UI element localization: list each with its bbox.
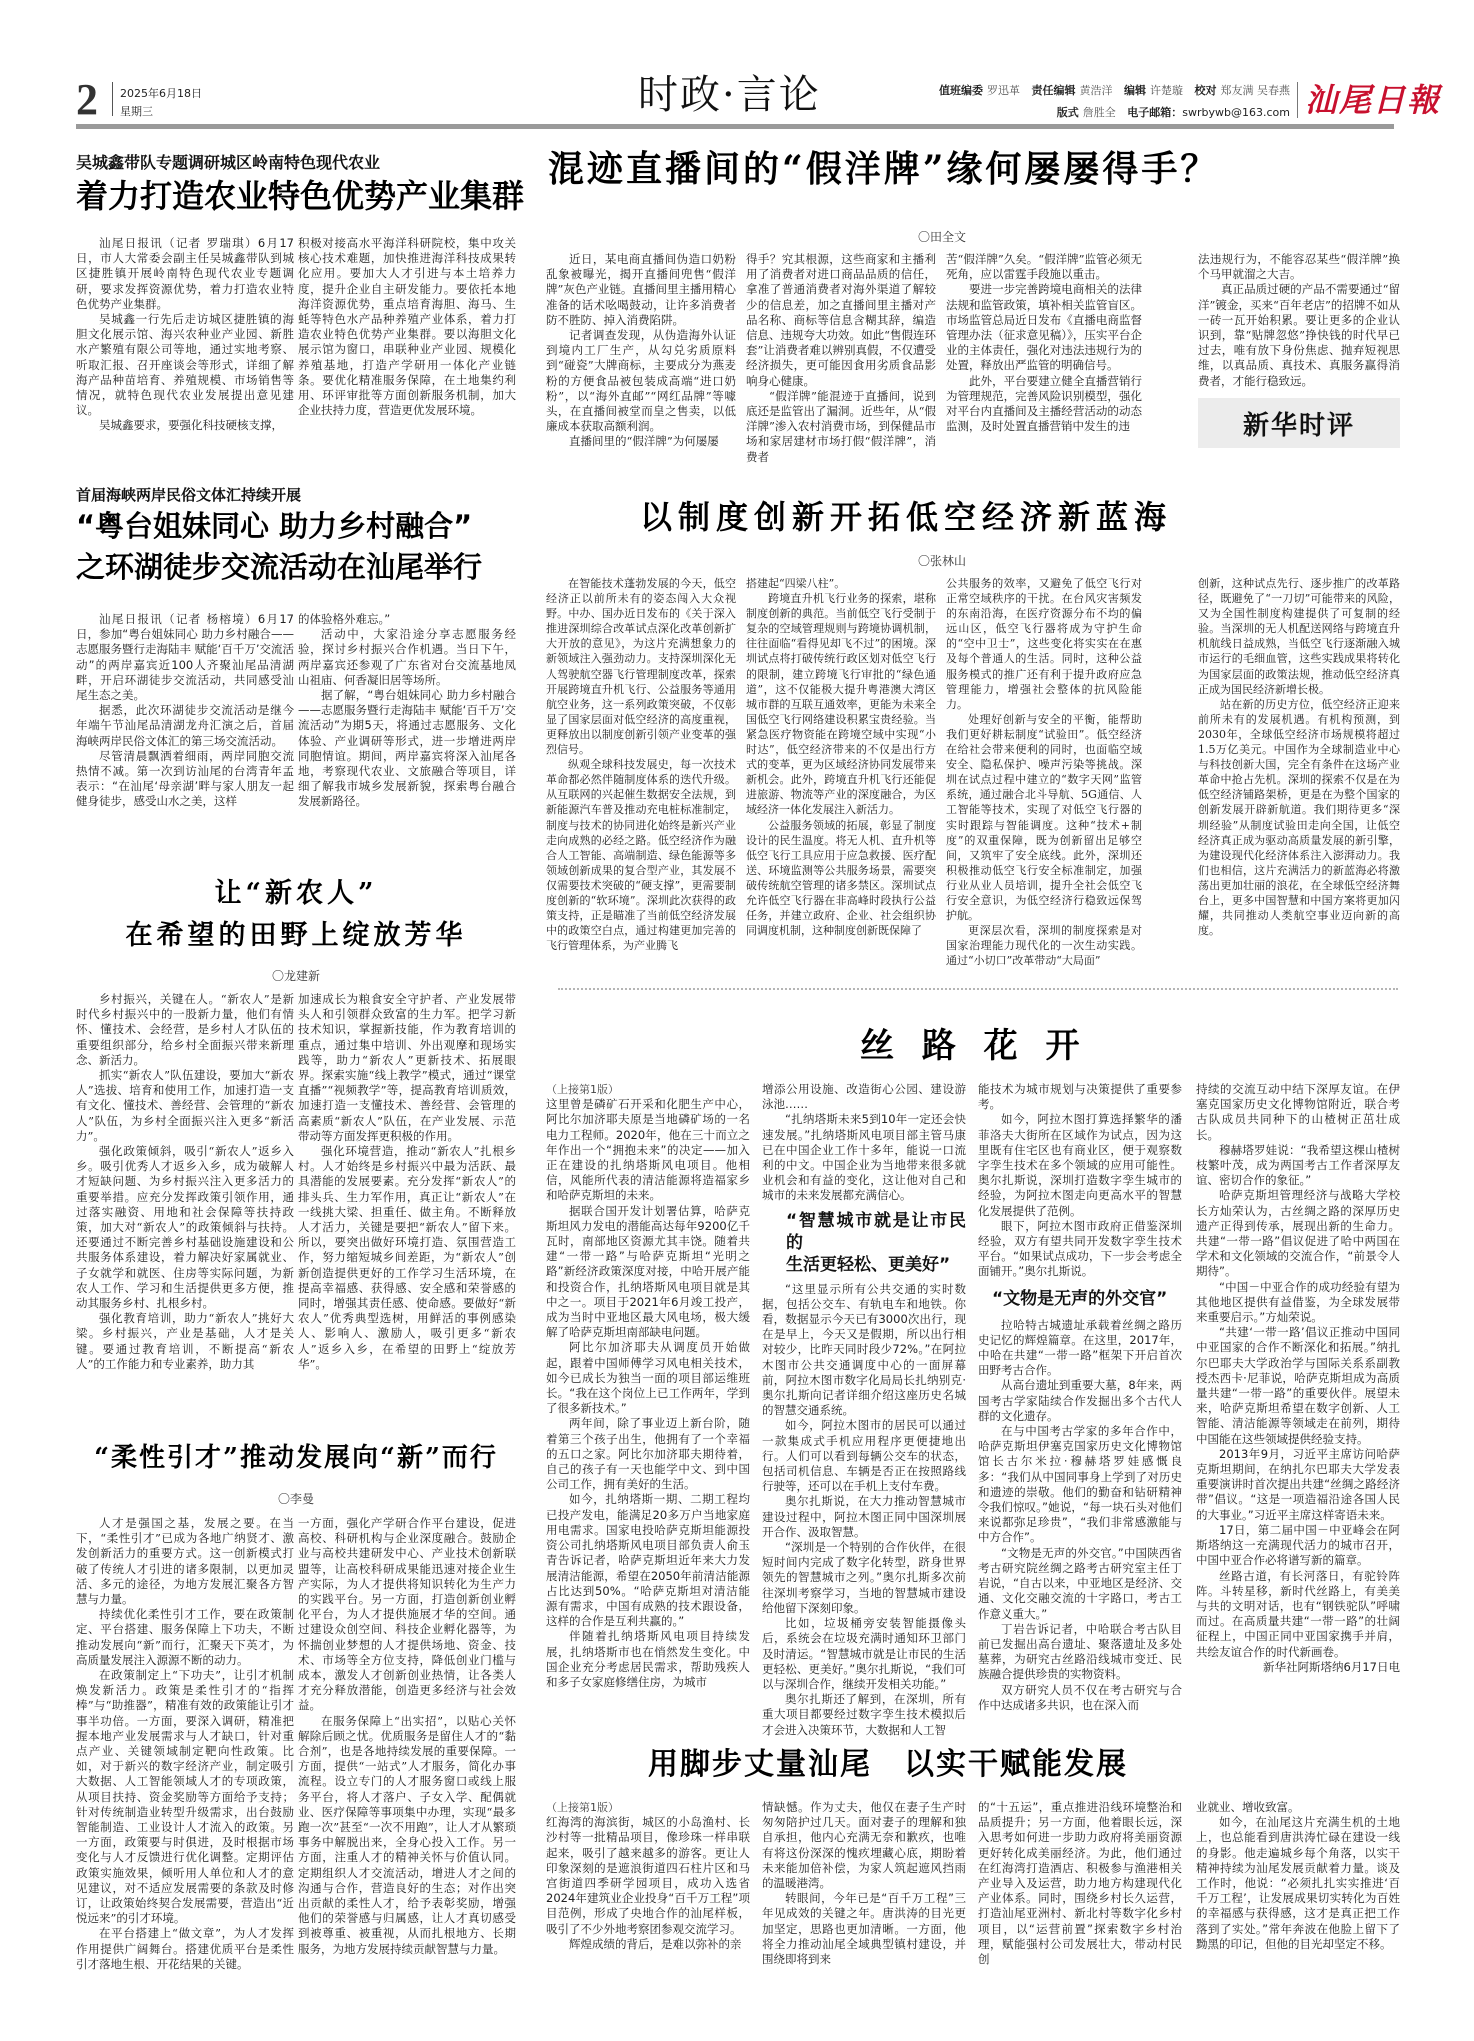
article-body-col	[946, 576, 1142, 968]
paragraph: “文物是无声的外交官。”中国陕西省考古研究院丝绸之路考古研究室主任丁岩说，“自古以来，中亚地区是经济、交通、文化交融交流的十字路口，考古工作意义重大。”	[978, 1545, 1182, 1621]
paragraph: 在平台搭建上“做文章”，为人才发挥作用提供广阔舞台。搭建优质平台是柔性引才落地生根、开花结果的关键。	[76, 1926, 294, 1971]
section-title: 时政·言论	[638, 72, 821, 118]
paragraph: 创新，这种试点先行、逐步推广的改革路径，既避免了“一刀切”可能带来的风险，又为全国性制度构建提供了可复制的经验。当深圳的无人机配送网络与跨境直升机航线日益成熟，当低空飞行逐渐融入城市运行的毛细血管，这些实践成果将转化为国家层面的政策法规，推动低空经济真正成为国民经济新增长极。	[1198, 577, 1400, 696]
article-byline: 〇张林山	[918, 554, 967, 568]
paragraph: 法违规行为，不能容忍某些“假洋牌”换个马甲就溜之大吉。	[1198, 252, 1400, 282]
editorial-credits	[870, 80, 1290, 124]
paragraph: 真正品质过硬的产品不需要通过“留洋”镀金，买来“百年老店”的招牌不如从一砖一瓦开始积累。要让更多的企业认识到，靠“贴牌忽悠”挣快钱的时代早已过去，唯有放下身份焦虑、抛弃短视思维，以真品质、真技术、真服务赢得消费者，才能行稳致远。	[1198, 282, 1400, 388]
paragraph: 17日，第二届中国－中亚峰会在阿斯塔纳这一充满现代活力的城市召开，中国中亚合作必将谱写新的篇章。	[1196, 1522, 1400, 1568]
paragraph: 从高台遗址到重要大墓，8年来，两国考古学家陆续合作发掘出多个古代人群的文化遗存。	[978, 1378, 1182, 1423]
paragraph: 的体验格外难忘。”	[298, 612, 391, 626]
paragraph: 纵观全球科技发展史，每一次技术革命都必然伴随制度体系的迭代升级。从互联网的兴起催生数据安全法规，到新能源汽车普及推动充电桩标准制定，制度与技术的协同进化始终是新兴产业走向成熟的必经之路。低空经济作为融合人工智能、高端制造、绿色能源等多领域创新成果的复合型产业，其发展不仅需要技术突破的“硬支撑”，更需要制度创新的“软环境”。深圳此次获得的政策支持，正是瞄准了当前低空经济发展中的政策空白点，通过构建更加完善的飞行管理体系，为产业腾飞	[546, 758, 736, 953]
paragraph: 如今，阿拉木图市的居民可以通过一款集成式手机应用程序更便捷地出行。人们可以看到每辆公交车的状态，包括司机信息、车辆是否正在按照路线行驶等，还可以在手机上支付车费。	[762, 1418, 966, 1494]
paragraph: 在智能技术蓬勃发展的今天，低空经济正以前所未有的姿态闯入大众视野。中办、国办近日发布的《关于深入推进深圳综合改革试点深化改革创新扩大开放的意见》，为这片充满想象力的新领域注入强劲动力。支持深圳深化无人驾驶航空器飞行管理制度改革，探索开展跨境直升机飞行、公益服务等通用航空业务，这一系列政策突破，不仅彰显了国家层面对低空经济的高度重视，更释放出以制度创新引领产业变革的强烈信号。	[546, 577, 736, 757]
subhead-line: “智慧城市就是让市民的	[786, 1210, 966, 1253]
credit-role: 版式	[1056, 106, 1079, 119]
paragraph: 跨境直升机飞行业务的探索，堪称制度创新的典范。当前低空飞行受制于复杂的空域管理规则与跨境协调机制，往往面临“看得见却飞不过”的困境。深圳试点将打破传统行政区划对低空飞行的限制，建立跨境飞行审批的“绿色通道”，这不仅能极大提升粤港澳大湾区城市群的互联互通效率，更能为未来全国低空飞行网络建设积累宝贵经验。当紧急医疗物资能在跨境空域中实现“小时达”，低空经济带来的不仅是出行方式的变革，更为区域经济协同发展带来新机会。此外，跨境直升机飞行还能促进旅游、物流等产业的深度融合，为区域经济一体化发展注入新活力。	[746, 592, 936, 817]
paragraph: 直播间里的“假洋牌”为何屡屡	[569, 434, 719, 449]
article-kicker: 首届海峡两岸民俗文体汇持续开展	[76, 486, 302, 504]
article-body-col	[76, 612, 294, 810]
paragraph: “共建‘一带一路’倡议正推动中国同中亚国家的合作不断深化和拓展。”纳扎尔巴耶夫大学政治学与国际关系系副教授杰西卡·尼菲说，哈萨克斯坦成为高质量共建“一带一路”的重要伙伴。展望未来，哈萨克斯坦希望在数字创新、人工智能、清洁能源等领域走在前列，期待中国能在这些领域提供经验支持。	[1196, 1325, 1400, 1446]
paragraph: 双方研究人员不仅在考古研究与合作中达成诸多共识，也在深入而	[978, 1682, 1182, 1712]
section-divider-dotted	[558, 988, 1398, 990]
article-body-col	[76, 236, 294, 434]
article-headline-line1: 让“新农人”	[214, 878, 378, 909]
paragraph: 尽管清晨飘洒着细雨，两岸同胞交流热情不减。第一次到访汕尾的台湾青年孟表示：“在汕尾‘母亲湖’畔与家人朋友一起健身徒步，感受山水之美，这样	[76, 748, 294, 809]
article-body-col	[1198, 252, 1400, 389]
paragraph: 奥尔扎斯还了解到，在深圳，所有重大项目都要经过数字孪生技术模拟后才会进入决策环节，大数据和人工智	[762, 1692, 966, 1737]
paragraph: 的“十五运”，重点推进沿线环境整治和品质提升；另一方面，他着眼长远，深入思考如何进一步助力政府将美丽资源更好转化成美丽经济。为此，他们通过在红海湾打造酒店、积极参与渔港相关产业导入及运营，助力地方构建现代化产业体系。同时，围绕乡村长久运营，打造汕尾亚洲村、新北村等数字化乡村项目，以“运营前置”探索数字乡村治理，赋能强村公司发展壮大，带动村民创	[978, 1800, 1182, 1967]
paragraph: 记者调查发现，从伪造海外认证到境内工厂生产，从勾兑劣质原料到“碰瓷”大牌商标，主要成分为燕麦粉的方便食品被包装成高端“进口奶粉”，以“海外直邮”“网红品牌”等噱头，在直播间被堂而皇之售卖，以低廉成本获取高额利润。	[546, 328, 736, 434]
issue-date: 2025年6月18日	[120, 87, 202, 100]
paragraph: 搭建起“四梁八柱”。	[746, 577, 846, 590]
paragraph: 伴随着扎纳塔斯风电项目持续发展，扎纳塔斯市也在悄然发生变化。中国企业充分考虑居民需求，帮助残疾人和多子女家庭修缮住房，为城市	[546, 1629, 750, 1689]
article-body-col	[1198, 576, 1400, 938]
paragraph: 业就业、增收致富。	[1196, 1800, 1300, 1814]
article-body-col	[1196, 1800, 1400, 1952]
article-subhead	[786, 1210, 966, 1276]
paragraph: 这里曾是磷矿石开采和化肥生产中心，阿比尔加济耶夫原是当地磷矿场的一名电力工程师。2020年，他在三十而立之年作出一个“拥抱未来”的决定——加入正在建设的扎纳塔斯风电项目。他相信，风能所代表的清洁能源将造福家乡和哈萨克斯坦的未来。	[546, 1097, 750, 1203]
article-body-col	[978, 1082, 1182, 1713]
paragraph: 丝路古道，有长河落日，有驼铃阵阵。斗转星移，新时代丝路上，有美美与共的文明对话，也有“钢铁驼队”呼啸而过。在高质量共建“一带一路”的壮阔征程上，中国正同中亚国家携手并肩，共绘友谊合作的时代新画卷。	[1196, 1568, 1400, 1659]
paragraph: 奥尔扎斯说，在大力推动智慧城市建设过程中，阿拉木图正同中国深圳展开合作、汲取智慧。	[762, 1494, 966, 1539]
paragraph: 一方面，强化产学研合作平台建设，促进高校、科研机构与企业深度融合。鼓励企业与高校共建研发中心、产业技术创新联盟等，让高校科研成果能迅速对接企业生产实际，为人才提供将知识转化为生产力的实践平台。另一方面，打造创新创业孵化平台，为人才提供施展才华的空间。通过建设众创空间、科技企业孵化器等，为怀揣创业梦想的人才提供场地、资金、技术、市场等全方位支持，降低创业门槛与成本，激发人才创新创业热情，让各类人才充分释放潜能，创造更多经济与社会效益。	[298, 1516, 516, 1713]
paragraph: 穆赫塔罗娃说：“我希望这棵山楂树枝繁叶茂，成为两国考古工作者深厚友谊、密切合作的象征。”	[1196, 1142, 1400, 1188]
credit-role: 校对	[1194, 84, 1217, 97]
xinhua-commentary-badge: 新华时评	[1198, 398, 1400, 448]
newspaper-logo: 汕尾日報	[1305, 81, 1442, 119]
paragraph: 强化环境营造，推动“新农人”扎根乡村。人才始终是乡村振兴中最为活跃、最具潜能的发展要素。充分发挥“新农人”的排头兵、生力军作用，真正让“新农人”在一线挑大梁、担重任、做主角。不断释放人才活力，关键是要把“新农人”留下来。所以，要突出做好环境打造、氛围营造工作，努力缩短城乡间差距，为“新农人”创新创造提供更好的工作学习生活环境，在提高幸福感、获得感、安全感和荣誉感的同时，增强其责任感、使命感。要做好“新农人”优秀典型选树，用鲜活的事例感染人、影响人、激励人，吸引更多“新农人”返乡入乡，在希望的田野上“绽放芳华”。	[298, 1144, 516, 1371]
paragraph: 如今，扎纳塔斯一期、二期工程均已投产发电，能满足20多万户当地家庭用电需求。国家电投哈萨克斯坦能源投资公司扎纳塔斯风电项目部负责人俞玉青告诉记者，哈萨克斯坦近年来大力发展清洁能源，希望在2050年前清洁能源占比达到50%。“哈萨克斯坦对清洁能源有需求，中国有成熟的技术跟设备，这样的合作是互利共赢的。”	[546, 1492, 750, 1629]
paragraph: 转眼间，今年已是“百千万工程”三年见成效的关键之年。唐洪涛的目光更加坚定，思路也更加清晰。一方面，他将全力推动汕尾全域典型镇村建设，并围绕即将到来	[762, 1891, 966, 1967]
paragraph: 此外，平台要建立健全直播营销行为管理规范，完善风险识别模型，强化对平台内直播间及主播经营活动的动态监测，及时处置直播营销中发生的违	[946, 373, 1142, 434]
paragraph: 在与中国考古学家的多年合作中，哈萨克斯坦伊塞克国家历史文化博物馆馆长古尔米拉·穆赫塔罗娃感慨良多：“我们从中国同事身上学到了对历史和遗迹的崇敬。他们的勤奋和钻研精神令我们惊叹。”她说，“每一块石头对他们来说都弥足珍贵”，“我们非常感激能与中方合作”。	[978, 1424, 1182, 1545]
article-body-col	[298, 1516, 516, 1957]
article-headline: 混迹直播间的“假洋牌”缘何屡屡得手？	[548, 148, 1220, 190]
article-headline: 以制度创新开拓低空经济新蓝海	[640, 498, 1173, 536]
article-body-col	[298, 992, 516, 1372]
paragraph: 汕尾日报讯（记者 杨榕境）6月17日，参加“粤台姐妹同心 助力乡村融合——志愿服务暨行走海陆丰 赋能‘百千万’交流活动”的两岸嘉宾近100人齐聚汕尾品清湖畔，开启环湖徒步交流活动，共同感受汕尾生态之美。	[76, 612, 294, 703]
paragraph: 增添公用设施、改造街心公园、建设游泳池……	[762, 1082, 966, 1112]
paragraph: 加速成长为粮食安全守护者、产业发展带头人和引领群众致富的生力军。把学习新技术知识，掌握新技能，作为教育培训的重点，通过集中培训、外出观摩和现场实践等，助力“新农人”更新技术、拓展眼界。探索实施“线上教学”模式，通过“课堂直播”“视频教学”等，提高教育培训质效，加速打造一支懂技术、善经营、会管理的高素质“新农人”队伍，在产业发展、示范带动等方面发挥更积极的作用。	[298, 992, 516, 1143]
paragraph: 丁岩告诉记者，中哈联合考古队目前已发掘出高台遗址、聚落遗址及多处墓葬，为研究古丝路沿线城市变迁、民族融合提供珍贵的实物资料。	[978, 1621, 1182, 1682]
article-body-col	[762, 1800, 966, 1967]
masthead-divider	[1297, 82, 1298, 118]
article-headline-line2: 之环湖徒步交流活动在汕尾举行	[76, 550, 483, 584]
paragraph: 在服务保障上“出实招”，以贴心关怀解除后顾之忧。优质服务是留住人才的“黏合剂”，也是各地持续发展的重要保障。一方面，提供“一站式”人才服务，简化办事流程。设立专门的人才服务窗口或线上服务平台，将人才落户、子女入学、配偶就业、医疗保障等事项集中办理，实现“最多跑一次”甚至“一次不用跑”，让人才从繁琐事务中解脱出来，全身心投入工作。另一方面，注重人才的精神关怀与价值认同。定期组织人才交流活动，增进人才之间的沟通与合作，营造良好的生态；对作出突出贡献的柔性人才，给予表彰奖励，增强他们的荣誉感与归属感，让人才真切感受到被尊重、被重视，从而扎根地方、长期服务，为地方发展持续贡献智慧与力量。	[298, 1713, 516, 1956]
paragraph: 积极对接高水平海洋科研院校，集中攻关核心技术难题，加快推进海洋科技成果转化应用。要加大人才引进与本土培养力度，提升企业自主研发能力。要依托本地海洋资源优势，重点培育海胆、海马、生蚝等特色水产品种养殖产业体系，着力打造农业特色优势产业集群。要以海胆文化展示馆为窗口，串联种业产业园、规模化养殖基地，打造产学研用一体化产业链条。要优化精准服务保障，在土地集约利用、环评审批等方面创新服务机制，加大企业扶持力度，营造更优发展环境。	[298, 236, 516, 418]
paragraph: 近日，某电商直播间伪造口奶粉乱象被曝光，揭开直播间兜售“假洋牌”灰色产业链。直播间里主播用精心准备的话术吆喝鼓动，让许多消费者防不胜防、掉入消费陷阱。	[546, 252, 736, 327]
paragraph: 持续的交流互动中结下深厚友谊。在伊塞克国家历史文化博物馆附近，联合考古队成员共同种下的山楂树正茁壮成长。	[1196, 1082, 1400, 1142]
article-byline: 〇田全文	[918, 230, 967, 244]
paragraph: 更深层次看，深圳的制度探索是对国家治理能力现代化的一次生动实践。通过“小切口”改革带动“大局面”	[946, 924, 1142, 968]
paragraph: 哈萨克斯坦管理经济与战略大学校长方灿荣认为，古丝绸之路的深厚历史遗产正得到传承，展现出新的生命力。共建“一带一路”倡议促进了哈中两国在学术和文化领域的交流合作，“前景令人期待”。	[1196, 1188, 1400, 1279]
credit-name: 罗迅革	[987, 84, 1020, 97]
paragraph: 辉煌成绩的背后，是难以弥补的亲	[569, 1936, 742, 1951]
paragraph: 据联合国开发计划署估算，哈萨克斯坦风力发电的潜能高达每年9200亿千瓦时，南部地区资源尤其丰饶。随着共建“一带一路”与哈萨克斯坦“光明之路”新经济政策深度对接，中哈开展产能和投资合作，扎纳塔斯风电项目就是其中之一。项目于2021年6月竣工投产，成为当时中亚地区最大风电场，极大缓解了哈萨克斯坦南部缺电问题。	[546, 1203, 750, 1340]
credit-name: 许楚璇	[1150, 84, 1183, 97]
credit-role: 责任编辑	[1031, 84, 1076, 97]
article-headline: 用脚步丈量汕尾 以实干赋能发展	[648, 1747, 1128, 1782]
article-headline: “柔性引才”推动发展向“新”而行	[94, 1443, 498, 1473]
subhead-line: 生活更轻松、更美好”	[786, 1254, 951, 1275]
continued-note: （上接第1版）	[546, 1083, 619, 1096]
paragraph: “扎纳塔斯未来5到10年一定还会快速发展。”扎纳塔斯风电项目部主管马康已在中国企业工作十多年，能说一口流利的中文。中国企业为当地带来很多就业机会和有益的变化，这让他对自己和城市的未来发展都充满信心。	[762, 1112, 966, 1203]
paragraph: 要进一步完善跨境电商相关的法律法规和监管政策，填补相关监管盲区。市场监管总局近日发布《直播电商监督管理办法（征求意见稿）》，压实平台企业的主体责任，强化对违法违规行为的处置，释放出严监管的明确信号。	[946, 282, 1142, 373]
paragraph: 得手？究其根源，这些商家和主播利用了消费者对进口商品品质的信任，拿准了普通消费者对海外渠道了解较少的信息差，加之直播间里主播对产品名称、商标等信息含糊其辞，编造信息、违规夸大功效。如此“售假连环套”让消费者难以辨别真假，不仅遭受经济损失，更可能因食用劣质食品影响身心健康。	[746, 252, 936, 388]
issue-weekday: 星期三	[120, 105, 153, 118]
paragraph: 2013年9月，习近平主席访问哈萨克斯坦期间，在纳扎尔巴耶夫大学发表重要演讲时首次提出共建“丝绸之路经济带”倡议。“这是一项造福沿途各国人民的大事业。”习近平主席这样寄语未来。	[1196, 1446, 1400, 1522]
article-body-col	[978, 1800, 1182, 1967]
masthead-rule	[76, 124, 1394, 129]
masthead-divider	[112, 82, 113, 116]
paragraph: “中国－中亚合作的成功经验有望为其他地区提供有益借鉴，为全球发展带来重要启示。”方灿荣说。	[1196, 1279, 1400, 1325]
article-kicker: 吴城鑫带队专题调研城区岭南特色现代农业	[76, 153, 381, 172]
paragraph: 汕尾日报讯（记者 罗瑞琪）6月17日，市人大常委会副主任吴城鑫带队到城区捷胜镇开展岭南特色现代农业专题调研，要求发挥资源优势，着力打造农业特色优势产业集群。	[76, 236, 294, 311]
credit-name: 郑友满 吴春燕	[1220, 84, 1290, 97]
article-body-col	[546, 576, 736, 953]
article-body-col	[546, 1800, 750, 1952]
paragraph: 如今，在汕尾这片充满生机的土地上，也总能看到唐洪涛忙碌在建设一线的身影。他走遍城乡每个角落，以实干精神持续为汕尾发展贡献着力量。谈及工作时，他说：“必须扎扎实实推进‘百千万工程’，让发展成果切实转化为百姓的幸福感与获得感，这才是真正把工作落到了实处。”常年奔波在他脸上留下了黝黑的印记，但他的目光却坚定不移。	[1196, 1815, 1400, 1951]
paragraph: 吴城鑫要求，要强化科技硬核支撑，	[99, 418, 283, 433]
article-body-col	[546, 1082, 750, 1690]
paragraph: 活动中，大家沿途分享志愿服务经验，探讨乡村振兴合作机遇。当日下午，两岸嘉宾还参观了广东省对台交流基地凤山祖庙、何香凝旧居等场所。	[298, 627, 516, 687]
issue-date-block	[120, 85, 202, 121]
paragraph: 据悉，此次环湖徒步交流活动是继今年端午节汕尾品清湖龙舟汇演之后，首届海峡两岸民俗文体汇的第三场交流活动。	[76, 703, 294, 748]
article-body-col	[298, 612, 516, 810]
article-body-col	[746, 252, 936, 465]
paragraph: “深圳是一个特别的合作伙伴，在很短时间内完成了数字化转型，跻身世界领先的智慧城市之列。”奥尔扎斯多次前往深圳考察学习，当地的智慧城市建设给他留下深刻印象。	[762, 1540, 966, 1615]
article-byline: 〇龙建新	[271, 969, 320, 983]
paragraph: 吴城鑫一行先后走访城区捷胜镇的海胆文化展示馆、海兴农种业产业园、新胜水产繁殖有限公司等地，通过实地考察、听取汇报、召开座谈会等形式，详细了解海产品种苗培育、养殖规模、市场销售等情况，就特色现代农业发展提出意见建议。	[76, 312, 294, 418]
article-body-col	[762, 1082, 966, 1738]
paragraph: 能技术为城市规划与决策提供了重要参考。	[978, 1082, 1182, 1112]
paragraph: 情缺憾。作为丈夫，他仅在妻子生产时匆匆陪护过几天。面对妻子的理解和独自承担，他内心充满无奈和歉疚，也唯有将这份深深的愧疚埋藏心底，期盼着未来能加倍补偿，为家人筑起遮风挡雨的温暖港湾。	[762, 1800, 966, 1891]
paragraph: 站在新的历史方位，低空经济正迎来前所未有的发展机遇。有机构预测，到2030年，全球低空经济市场规模将超过1.5万亿美元。中国作为全球制造业中心与科技创新大国，完全有条件在这场产业革命中抢占先机。深圳的探索不仅是在为低空经济铺路架桥，更是在为整个国家的创新发展开辟新航道。我们期待更多“深圳经验”从制度试验田走向全国，让低空经济真正成为驱动高质量发展的新引擎，为建设现代化经济体系注入澎湃动力。我们也相信，这片充满活力的新蓝海必将激荡出更加壮丽的浪花，在全球低空经济舞台上，更多中国智慧和中国方案将更加闪耀，共同推动人类航空事业迈向新的高度。	[1198, 697, 1400, 938]
article-body-col	[546, 252, 736, 450]
paragraph: 抓实“新农人”队伍建设，要加大“新农人”选拔、培育和使用工作，加速打造一支有文化、懂技术、善经营、会管理的“新农人”队伍，为乡村全面振兴注入更多“新活力”。	[76, 1068, 294, 1143]
paragraph: 处理好创新与安全的平衡，能帮助我们更好耕耘制度“试验田”。低空经济在给社会带来便利的同时，也面临空域安全、隐私保护、噪声污染等挑战。深圳在试点过程中建立的“数字天网”监管系统，通过融合北斗导航、5G通信、人工智能等技术，实现了对低空飞行器的实时跟踪与智能调度。这种“技术+制度”的双重保障，既为创新留出足够空间，又筑牢了安全底线。此外，深圳还积极推动低空飞行安全标准制定，加强行业从业人员培训，提升全社会低空飞行安全意识，为低空经济行稳致远保驾护航。	[946, 712, 1142, 923]
paragraph: 如今，阿拉木图打算选择繁华的潘菲洛夫大街所在区域作为试点，因为这里既有住宅区也有商业区，便于观察数字孪生技术在多个领域的应用可能性。奥尔扎斯说，深圳打造数字孪生城市的经验，为阿拉木图走向更高水平的智慧化发展提供了范例。	[978, 1112, 1182, 1218]
credit-name: 黄浩洋	[1079, 84, 1113, 97]
article-body-col	[946, 252, 1142, 434]
paragraph: 拉哈特古城遗址承载着丝绸之路历史记忆的辉煌篇章。在这里，2017年，中哈在共建“一带一路”框架下开启首次田野考古合作。	[978, 1317, 1182, 1378]
paragraph: 公益服务领域的拓展，彰显了制度设计的民生温度。将无人机、直升机等低空飞行工具应用于应急救援、医疗配送、环境监测等公共服务场景，需要突破传统航空管理的诸多禁区。深圳试点允许低空飞行器在非高峰时段执行公益任务，并建立政府、企业、社会组织协同调度机制，这种制度创新既保障了	[746, 818, 936, 938]
paragraph: 红海湾的海滨街，城区的小岛渔村、长沙村等一批精品项目，像珍珠一样串联起来，吸引了越来越多的游客。更让人印象深刻的是遮浪街道四石柱片区和马宫街道四季研学园项目，成功入选省2024年建筑业企业投身“百千万工程”项目范例，形成了央地合作的汕尾样板，吸引了不少外地考察团参观交流学习。	[546, 1815, 750, 1936]
article-body-col	[76, 992, 294, 1372]
article-subhead: “文物是无声的外交官”	[992, 1288, 1168, 1309]
credit-role: 编辑	[1124, 84, 1146, 97]
editor-email[interactable]: swrbywb@163.com	[1182, 106, 1290, 119]
paragraph: “假洋牌”能混迹于直播间，说到底还是监管出了漏洞。近些年，从“假洋牌”渗入农村消费市场，到保健品市场和家居建材市场打假“假洋牌”，消费者	[746, 388, 936, 464]
article-body-col	[1196, 1082, 1400, 1675]
paragraph: 两年间，除了事业迈上新台阶，随着第三个孩子出生，他拥有了一个幸福的五口之家。阿比尔加济耶夫期待着，自己的孩子有一天也能学中文、到中国公司工作，拥有美好的生活。	[546, 1416, 750, 1492]
paragraph: 眼下，阿拉木图市政府正借鉴深圳经验，双方有望共同开发数字孪生技术平台。“如果试点成功，下一步会考虑全面铺开。”奥尔扎斯说。	[978, 1218, 1182, 1279]
paragraph: 苦“假洋牌”久矣。“假洋牌”监管必须无死角，应以雷霆手段施以重击。	[946, 252, 1143, 282]
credit-name: 詹胜全	[1082, 106, 1116, 119]
article-byline: 〇李曼	[277, 1492, 314, 1506]
continued-note: （上接第1版）	[546, 1801, 619, 1814]
article-body-col	[76, 1516, 294, 1972]
paragraph: “这里显示所有公共交通的实时数据，包括公交车、有轨电车和地铁。你看，数据显示今天已有3000次出行，现在是早上，今天又是假期，所以出行相对较少，比昨天同时段少72%。”在阿拉木图市公共交通调度中心的一面屏幕前，阿拉木图市数字化局局长扎纳别克·奥尔扎斯向记者详细介绍这座历史名城的智慧交通系统。	[762, 1281, 966, 1418]
paragraph: 比如，垃圾桶旁安装智能摄像头后，系统会在垃圾充满时通知环卫部门及时清运。“智慧城市就是让市民的生活更轻松、更美好。”奥尔扎斯说，“我们可以与深圳合作，继续开发相关功能。”	[762, 1616, 966, 1691]
article-body-col	[746, 576, 936, 938]
article-headline-line2: 在希望的田野上绽放芳华	[125, 920, 467, 951]
credits-line-2	[870, 102, 1290, 124]
paragraph: 强化政策倾斜，吸引“新农人”返乡入乡。吸引优秀人才返乡入乡，成为破解人才短缺问题、为乡村振兴注入更多活力的重要举措。应充分发挥政策引领作用，通过落实融资、用地和社会保障等扶持政策，加大对“新农人”的政策倾斜与扶持。还要通过不断完善乡村基础设施建设和公共服务体系建设，着力解决好家属就业、子女就学和就医、住房等实际问题，为新农人工作、学习和生活提供更多方便，推动其服务乡村、扎根乡村。	[76, 1144, 294, 1311]
article-headline: 着力打造农业特色优势产业集群	[76, 177, 525, 215]
paragraph: 强化教育培训，助力“新农人”挑好大梁。乡村振兴，产业是基础，人才是关键。要通过教育培训，不断提高“新农人”的工作能力和专业素养，助力其	[76, 1311, 294, 1371]
credits-line-1	[870, 80, 1290, 102]
paragraph: 在政策制定上“下功夫”，让引才机制焕发新活力。政策是柔性引才的“指挥棒”与“助推器”，精准有效的政策能让引才事半功倍。一方面，要深入调研，精准把握本地产业发展需求与人才缺口，针对重点产业、关键领域制定靶向性政策。比如，对于新兴的数字经济产业，制定吸引大数据、人工智能领域人才的专项政策，从项目扶持、资金奖励等方面给予支持；针对传统制造业转型升级需求，出台鼓励智能制造、工业设计人才流入的政策。另一方面，政策要与时俱进，及时根据市场变化与人才反馈进行优化调整。定期评估政策实施效果，倾听用人单位和人才的意见建议，对不适应发展需要的条款及时修订，让政策始终契合发展需要，营造出“近悦远来”的引才环境。	[76, 1668, 294, 1926]
paragraph: 乡村振兴，关键在人。“新农人”是新时代乡村振兴中的一股新力量，他们有情怀、懂技术、会经营，是乡村人才队伍的重要组织部分，给乡村全面振兴带来新理念、新活力。	[76, 992, 294, 1067]
paragraph: 阿比尔加济耶夫从调度员开始做起，跟着中国师傅学习风电相关技术，如今已成长为独当一面的项目部运维班长。“我在这个岗位上已工作两年，学到了很多新技术。”	[546, 1340, 750, 1416]
paragraph: 人才是强国之基，发展之要。在当下，“柔性引才”已成为各地广纳贤才、激发创新活力的重要方式。这一创新模式打破了传统人才引进的诸多限制，以更加灵活、多元的途径，为地方发展汇聚各方智慧与力量。	[76, 1516, 294, 1607]
article-headline: 丝 路 花 开	[860, 1026, 1088, 1066]
article-body-col	[298, 236, 516, 418]
page-number: 2	[76, 75, 98, 124]
paragraph: 据了解，“粤台姐妹同心 助力乡村融合——志愿服务暨行走海陆丰 赋能‘百千万’交流活动”为期5天，将通过志愿服务、文化体验、产业调研等形式，进一步增进两岸同胞情谊。期间，两岸嘉宾将深入汕尾各地，考察现代农业、文旅融合等项目，详细了解我市城乡发展新貌，探索粤台融合发展新路径。	[298, 688, 516, 809]
article-headline-line1: “粤台姐妹同心 助力乡村融合”	[76, 509, 473, 543]
credit-role: 值班编委	[939, 84, 983, 97]
paragraph: 持续优化柔性引才工作，要在政策制定、平台搭建、服务保障上下功夫，不断推动发展向“新”而行，汇聚天下英才，为高质量发展注入源源不断的动力。	[76, 1607, 294, 1667]
article-dateline: 新华社阿斯塔纳6月17日电	[1263, 1659, 1400, 1674]
credit-role: 电子邮箱：	[1127, 106, 1183, 119]
paragraph: 公共服务的效率，又避免了低空飞行对正常空域秩序的干扰。在台风灾害频发的东南沿海，在医疗资源分布不均的偏远山区，低空飞行器将成为守护生命的“空中卫士”，这些变化将实实在在惠及每个普通人的生活。同时，这种公益服务模式的推广还有利于提升政府应急管理能力，增强社会整体的抗风险能力。	[946, 577, 1142, 711]
